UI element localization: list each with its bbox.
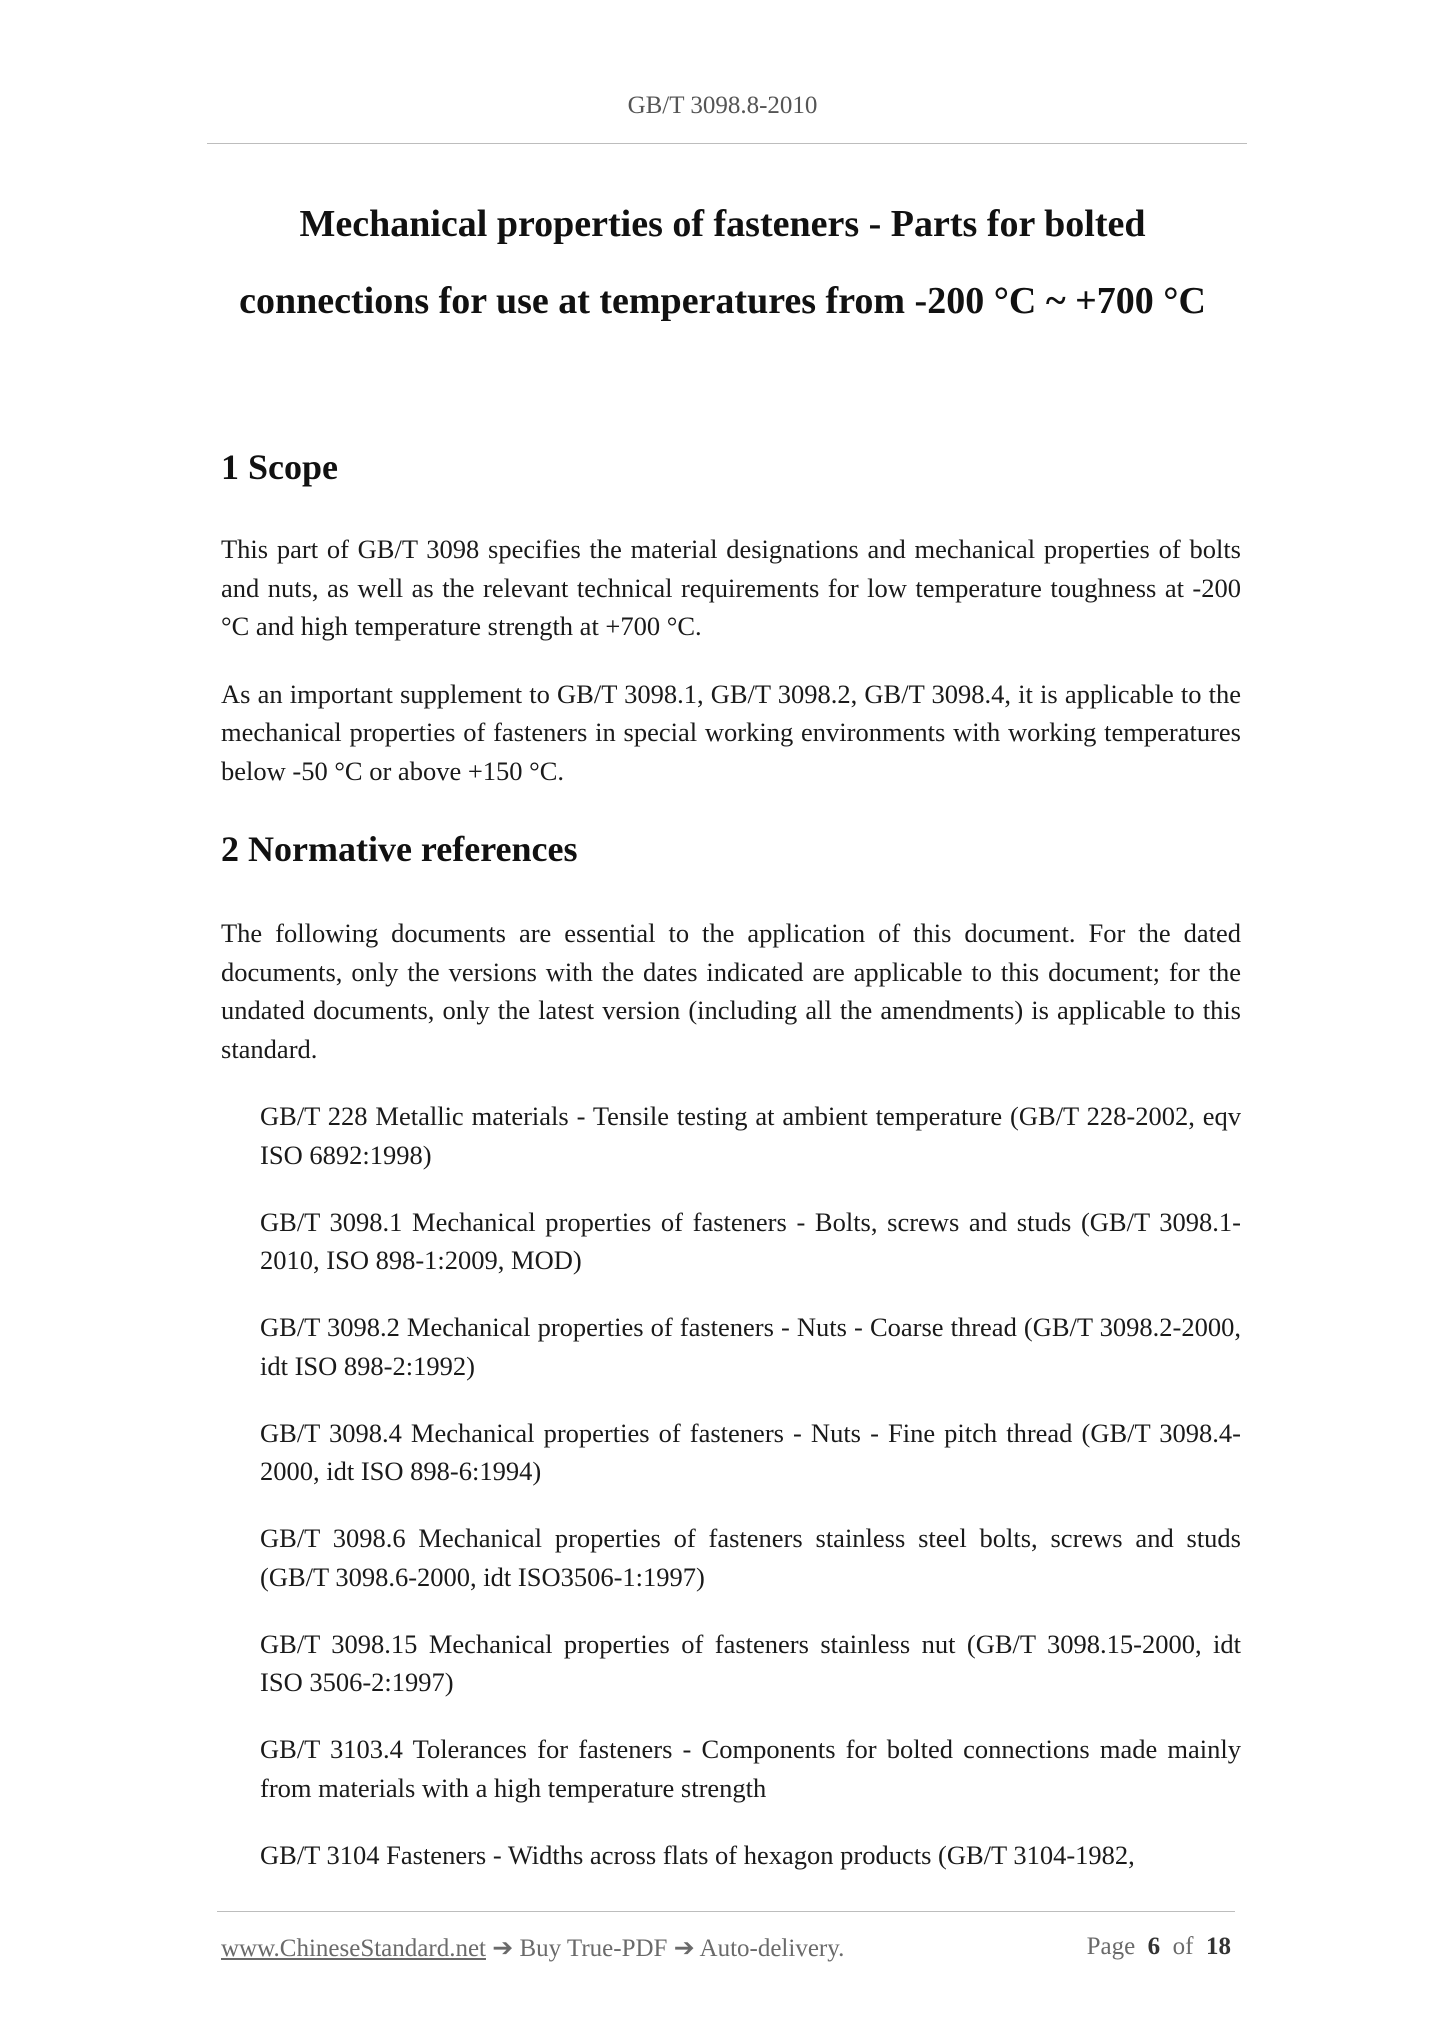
reference-item: GB/T 3103.4 Tolerances for fasteners - Components for bolted connections made mainly from materials with a high temperature strength xyxy=(260,1734,1241,1803)
scope-heading: 1 Scope xyxy=(221,447,338,487)
document-title xyxy=(180,186,1265,340)
scope-section xyxy=(221,437,1241,790)
document-title-line-2: connections for use at temperatures from -200 °C ~ +700 °C xyxy=(239,280,1206,322)
footer-divider xyxy=(217,1911,1235,1912)
scope-paragraph-1: This part of GB/T 3098 specifies the material designations and mechanical properties of bolts and nuts, as well as the relevant technical requirements for low temperature toughness at -200 °C and high temperature strength at +700 °C. xyxy=(221,534,1241,641)
scope-paragraph-2: As an important supplement to GB/T 3098.1, GB/T 3098.2, GB/T 3098.4, it is applicable to the mechanical properties of fasteners in special working environments with working temperatures below -50 °C or above +150 °C. xyxy=(221,678,1241,786)
total-pages: 18 xyxy=(1206,1933,1231,1960)
of-label: of xyxy=(1172,1933,1194,1960)
site-link[interactable]: www.ChineseStandard.net xyxy=(221,1935,486,1962)
reference-item: GB/T 3104 Fasteners - Widths across flats of hexagon products (GB/T 3104-1982, xyxy=(260,1839,1135,1870)
normative-references-intro: The following documents are essential to the application of this document. For the dated documents, only the versions with the dates indicated are applicable to this document; for the undated documents, only the latest version (including all the amendments) is applicable to this standard. xyxy=(221,918,1241,1064)
buy-true-pdf-text: Buy True-PDF xyxy=(519,1935,668,1962)
reference-item: GB/T 3098.4 Mechanical properties of fasteners - Nuts - Fine pitch thread (GB/T 3098.4-2000, idt ISO 898-6:1994) xyxy=(260,1417,1241,1486)
footer-promo xyxy=(221,1933,844,1963)
normative-references-heading: 2 Normative references xyxy=(221,829,578,869)
page-number xyxy=(1087,1933,1231,1961)
header-divider xyxy=(207,143,1247,144)
current-page: 6 xyxy=(1147,1933,1161,1960)
reference-item: GB/T 3098.2 Mechanical properties of fasteners - Nuts - Coarse thread (GB/T 3098.2-2000, idt ISO 898-2:1992) xyxy=(260,1312,1241,1381)
page-label: Page xyxy=(1086,1933,1136,1960)
arrow-right-icon: ➔ xyxy=(492,1935,514,1962)
reference-item: GB/T 3098.15 Mechanical properties of fasteners stainless nut (GB/T 3098.15-2000, idt ISO 3506-2:1997) xyxy=(260,1628,1241,1697)
running-header: GB/T 3098.8-2010 xyxy=(627,92,818,119)
reference-list xyxy=(221,1097,1241,1874)
normative-references-section xyxy=(221,819,1241,1874)
document-body xyxy=(221,437,1241,1903)
reference-item: GB/T 3098.6 Mechanical properties of fasteners stainless steel bolts, screws and studs (GB/T 3098.6-2000, idt ISO3506-1:1997) xyxy=(260,1523,1241,1592)
arrow-right-icon: ➔ xyxy=(673,1935,695,1962)
reference-item: GB/T 228 Metallic materials - Tensile testing at ambient temperature (GB/T 228-2002, eqv ISO 6892:1998) xyxy=(260,1101,1241,1170)
auto-delivery-text: Auto-delivery. xyxy=(699,1935,845,1962)
reference-item: GB/T 3098.1 Mechanical properties of fasteners - Bolts, screws and studs (GB/T 3098.1-2010, ISO 898-1:2009, MOD) xyxy=(260,1206,1241,1275)
document-title-line-1: Mechanical properties of fasteners - Parts for bolted xyxy=(299,203,1146,245)
